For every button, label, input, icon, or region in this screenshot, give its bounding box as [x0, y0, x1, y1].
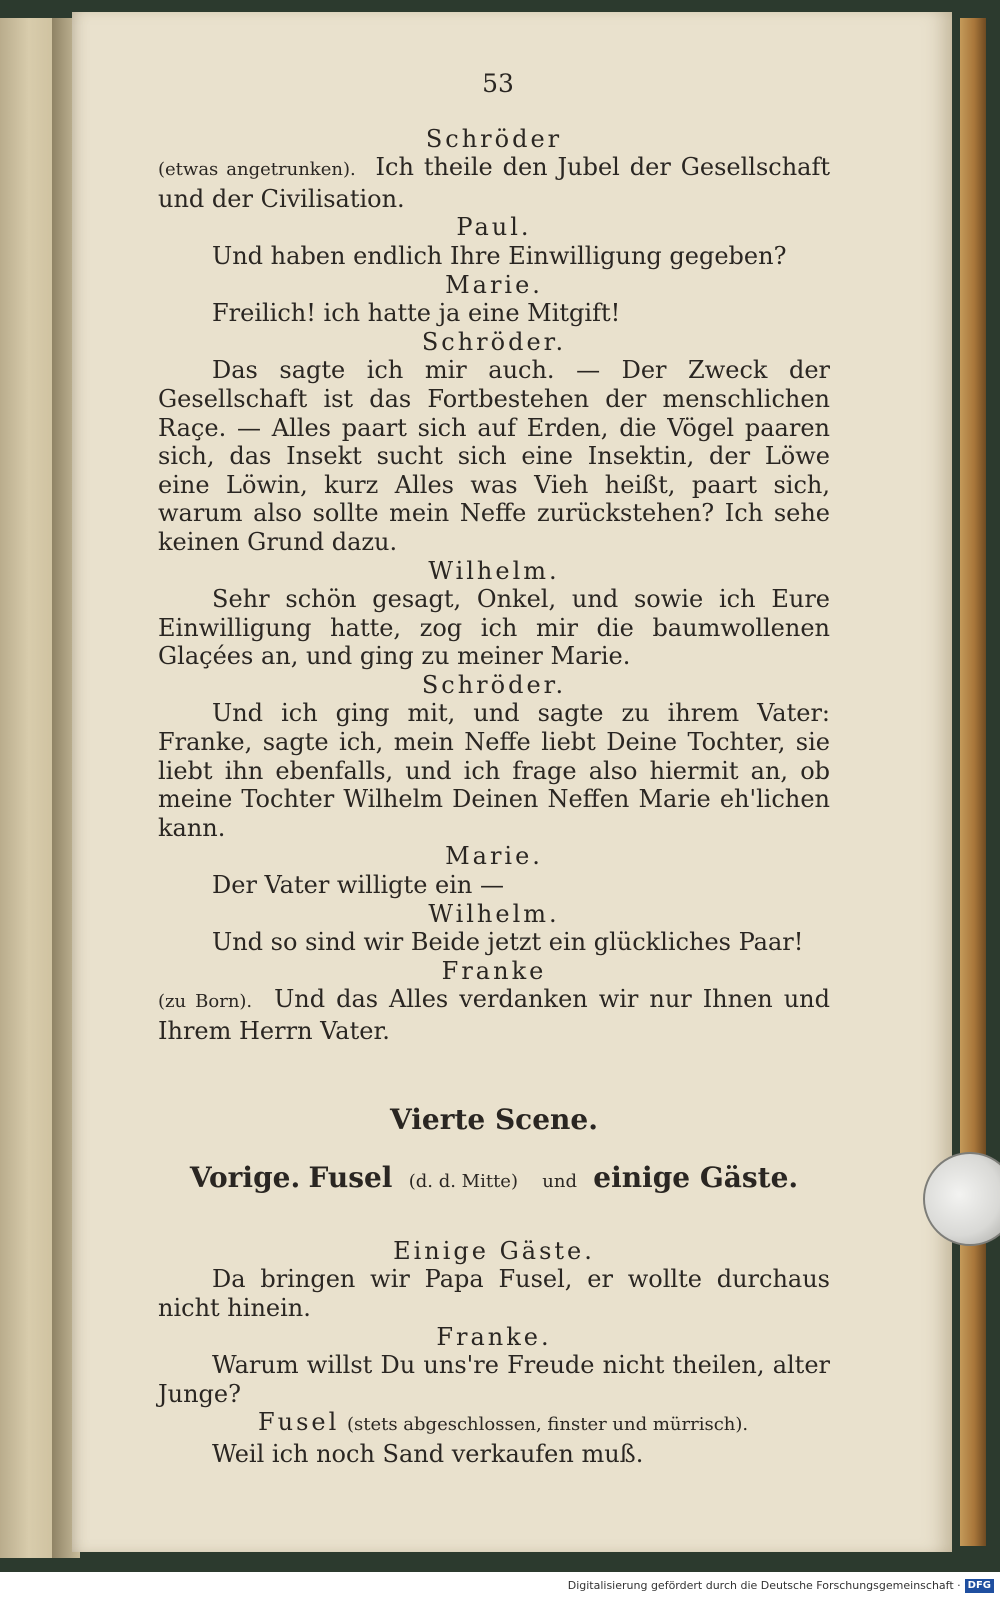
stage-direction: (stets abgeschlossen, finster und mürrisch).	[346, 1414, 749, 1436]
page-text	[158, 70, 830, 1469]
scene-cast	[158, 1161, 830, 1197]
cast-previous: Vorige.	[189, 1161, 301, 1195]
page-number: 53	[482, 69, 514, 98]
speaker-name: Schröder.	[421, 327, 567, 356]
speaker-name: Franke.	[436, 1322, 552, 1351]
speaker-name: Schröder	[425, 124, 563, 153]
speaker-name: Fusel	[258, 1408, 340, 1437]
stage-direction: (zu Born).	[158, 991, 253, 1013]
credit-text: Digitalisierung gefördert durch die Deutsche Forschungsgemeinschaft	[567, 1579, 954, 1592]
dialogue-line: Der Vater willigte ein —	[212, 871, 504, 900]
dfg-logo: DFG	[965, 1579, 994, 1593]
dialogue-line: Weil ich noch Sand verkaufen muß.	[212, 1439, 644, 1468]
dialogue-line: Freilich! ich hatte ja eine Mitgift!	[212, 299, 621, 328]
dialogue-text: Und das Alles verdanken wir nur Ihnen und Ihrem Herrn Vater.	[158, 985, 830, 1045]
dialogue-line	[158, 153, 830, 213]
dialogue-line: Sehr schön gesagt, Onkel, und sowie ich Eure Einwilligung hatte, zog ich mir die baumwollenen Glaçées an, und ging zu meiner Marie.	[158, 585, 830, 671]
digitization-credit-bar: Digitalisierung gefördert durch die Deutsche Forschungsgemeinschaft · DFG	[0, 1572, 1000, 1600]
dialogue-line: Das sagte ich mir auch. — Der Zweck der Gesellschaft ist das Fortbestehen der menschlichen Raçe. — Alles paart sich auf Erden, die Vögel paaren sich, das Insekt sucht sich eine Insektin, der Löwe eine Löwin, kurz Alles was Vieh heißt, paart sich, warum also sollte mein Neffe zurückstehen? Ich sehe keinen Grund dazu.	[158, 356, 830, 556]
page-stack-edge	[960, 18, 986, 1546]
dialogue-line: Und ich ging mit, und sagte zu ihrem Vater: Franke, sagte ich, mein Neffe liebt Deine Tochter, sie liebt ihn ebenfalls, und ich frage also hiermit an, ob meine Tochter Wilhelm Deinen Neffen Marie eh'lichen kann.	[158, 699, 830, 842]
cast-name: Fusel	[308, 1161, 393, 1195]
speaker-name: Franke	[441, 956, 547, 985]
dialogue-line: Und so sind wir Beide jetzt ein glückliches Paar!	[212, 928, 804, 957]
speaker-line	[158, 1408, 830, 1440]
speaker-name: Paul.	[456, 213, 532, 242]
dialogue-line	[158, 985, 830, 1045]
cast-stage-direction: (d. d. Mitte)	[408, 1171, 518, 1193]
speaker-name: Wilhelm.	[428, 556, 560, 585]
stage-direction: (etwas angetrunken).	[158, 159, 356, 181]
dialogue-line: Da bringen wir Papa Fusel, er wollte durchaus nicht hinein.	[158, 1265, 830, 1322]
dialogue-text: Ich theile den Jubel der Gesellschaft und der Civilisation.	[158, 153, 831, 213]
dialogue-line: Warum willst Du uns're Freude nicht theilen, alter Junge?	[158, 1351, 830, 1408]
scene-heading: Vierte Scene.	[390, 1102, 598, 1136]
dialogue-line: Und haben endlich Ihre Einwilligung gegeben?	[212, 241, 787, 270]
speaker-name: Schröder.	[421, 670, 567, 699]
speaker-name: Marie.	[445, 842, 543, 871]
speaker-name: Marie.	[445, 270, 543, 299]
cast-conjunction: und	[542, 1171, 577, 1193]
cast-guests: einige Gäste.	[593, 1161, 799, 1195]
speaker-name: Einige Gäste.	[393, 1236, 595, 1265]
speaker-name: Wilhelm.	[428, 899, 560, 928]
